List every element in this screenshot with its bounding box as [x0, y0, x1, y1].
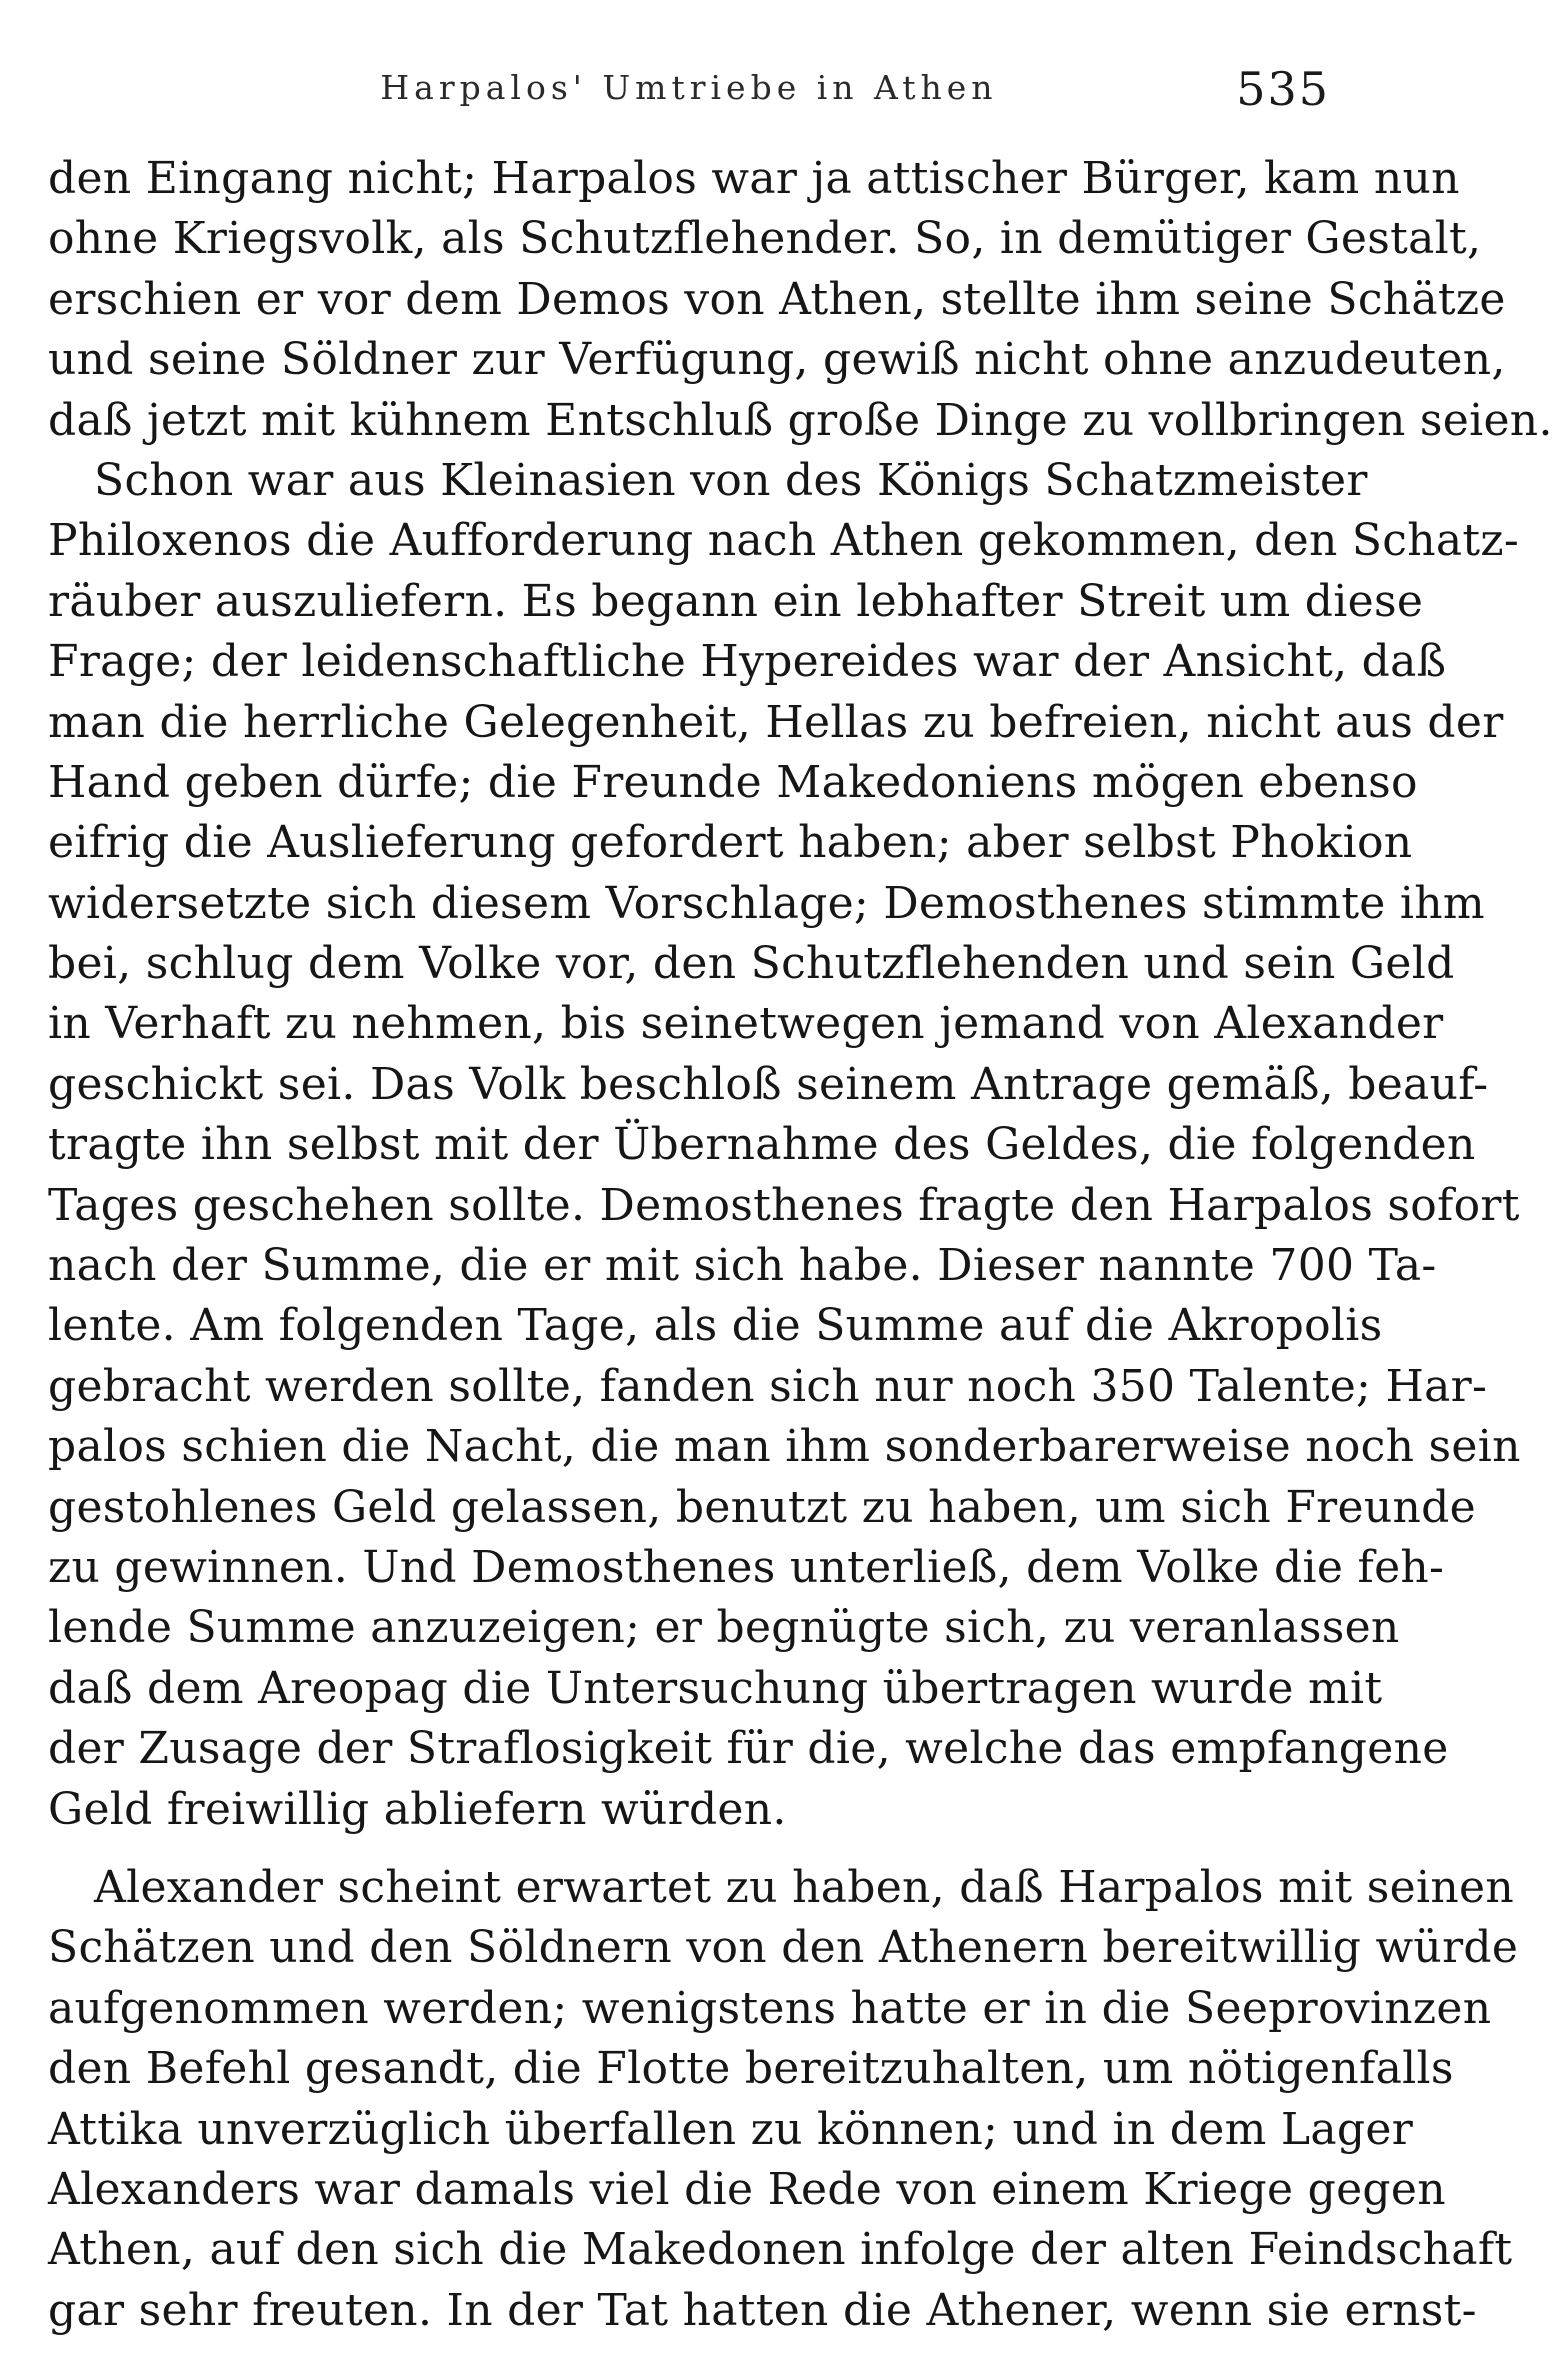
text-line: palos schien die Nacht, die man ihm sonderbarerweise noch sein: [48, 1421, 1521, 1473]
text-line: ohne Kriegsvolk, als Schutzflehender. So, in demütiger Gestalt,: [48, 213, 1482, 265]
page-number: 535: [1236, 62, 1330, 116]
text-line: Frage; der leidenschaftliche Hypereides war der Ansicht, daß: [48, 636, 1447, 688]
text-line: daß dem Areopag die Untersuchung übertragen wurde mit: [48, 1662, 1383, 1714]
text-line: man die herrliche Gelegenheit, Hellas zu befreien, nicht aus der: [48, 696, 1504, 748]
text-line: Alexander scheint erwartet zu haben, daß Harpalos mit seinen: [94, 1861, 1514, 1913]
text-line: bei, schlug dem Volke vor, den Schutzflehenden und sein Geld: [48, 938, 1455, 990]
text-line: gebracht werden sollte, fanden sich nur noch 350 Talente; Har-: [48, 1360, 1488, 1412]
text-line: gestohlenes Geld gelassen, benutzt zu haben, um sich Freunde: [48, 1481, 1476, 1533]
text-line: geschickt sei. Das Volk beschloß seinem Antrage gemäß, beauf-: [48, 1058, 1489, 1110]
text-line: lende Summe anzuzeigen; er begnügte sich, zu veranlassen: [48, 1602, 1400, 1654]
text-line: daß jetzt mit kühnem Entschluß große Dinge zu vollbringen seien.: [48, 394, 1553, 446]
text-line: Hand geben dürfe; die Freunde Makedoniens mögen ebenso: [48, 756, 1418, 808]
running-head: [48, 62, 1330, 132]
text-line: erschien er vor dem Demos von Athen, stellte ihm seine Schätze: [48, 273, 1506, 325]
text-line: und seine Söldner zur Verfügung, gewiß nicht ohne anzudeuten,: [48, 334, 1506, 386]
text-line: Tages geschehen sollte. Demosthenes fragte den Harpalos sofort: [48, 1179, 1520, 1231]
body-text: [48, 149, 1553, 2341]
text-line: aufgenommen werden; wenigstens hatte er in die Seeprovinzen: [48, 1982, 1492, 2034]
text-line: zu gewinnen. Und Demosthenes unterließ, dem Volke die feh-: [48, 1541, 1445, 1593]
text-line: lente. Am folgenden Tage, als die Summe auf die Akropolis: [48, 1300, 1383, 1352]
text-line: Attika unverzüglich überfallen zu können; und in dem Lager: [48, 2103, 1414, 2155]
text-line: eifrig die Auslieferung gefordert haben; aber selbst Phokion: [48, 817, 1413, 869]
text-line: nach der Summe, die er mit sich habe. Dieser nannte 700 Ta-: [48, 1240, 1437, 1292]
text-line: Athen, auf den sich die Makedonen infolge der alten Feindschaft: [48, 2224, 1513, 2276]
text-line: in Verhaft zu nehmen, bis seinetwegen jemand von Alexander: [48, 998, 1444, 1050]
paragraph-spacing: [48, 1840, 1338, 1858]
text-line: tragte ihn selbst mit der Übernahme des Geldes, die folgenden: [48, 1119, 1476, 1171]
text-line: Geld freiwillig abliefern würden.: [48, 1783, 787, 1835]
paragraph: [48, 451, 1521, 1840]
text-line: widersetzte sich diesem Vorschlage; Demosthenes stimmte ihm: [48, 877, 1485, 929]
text-line: Schon war aus Kleinasien von des Königs Schatzmeister: [94, 454, 1368, 506]
paragraph: [48, 149, 1553, 451]
running-head-title: Harpalos' Umtriebe in Athen: [380, 68, 998, 107]
paragraph: [48, 1858, 1519, 2341]
text-line: räuber auszuliefern. Es begann ein lebhafter Streit um diese: [48, 575, 1424, 627]
text-line: Philoxenos die Aufforderung nach Athen gekommen, den Schatz-: [48, 515, 1520, 567]
text-line: gar sehr freuten. In der Tat hatten die Athener, wenn sie ernst-: [48, 2284, 1477, 2336]
text-line: den Befehl gesandt, die Flotte bereitzuhalten, um nötigenfalls: [48, 2043, 1454, 2095]
text-line: den Eingang nicht; Harpalos war ja attischer Bürger, kam nun: [48, 153, 1460, 204]
text-line: Schätzen und den Söldnern von den Athenern bereitwillig würde: [48, 1922, 1519, 1974]
text-line: der Zusage der Straflosigkeit für die, welche das empfangene: [48, 1723, 1449, 1775]
text-line: Alexanders war damals viel die Rede von einem Kriege gegen: [48, 2163, 1446, 2215]
